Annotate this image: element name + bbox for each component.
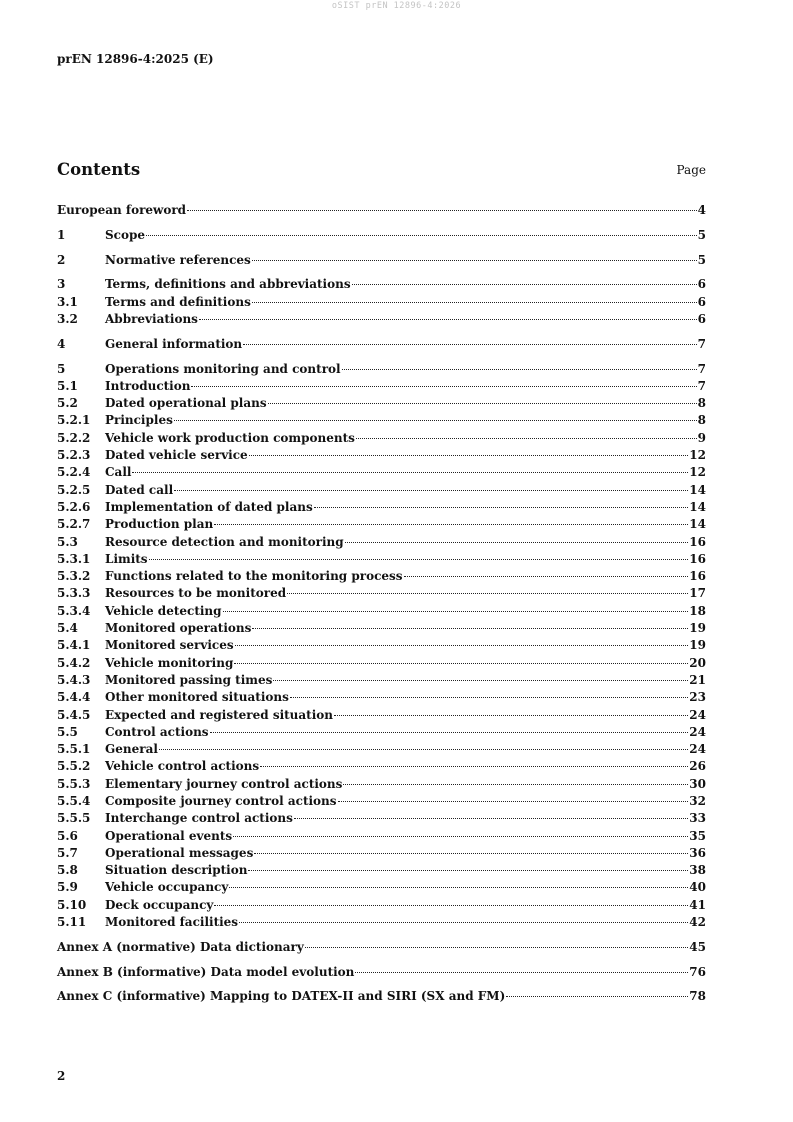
toc-entry-title: Control actions <box>105 724 209 739</box>
dot-leader <box>355 960 688 973</box>
toc-entry[interactable] <box>57 310 706 327</box>
dot-leader <box>234 651 688 664</box>
dot-leader <box>404 564 689 577</box>
toc-entry-title: Terms, definitions and abbreviations <box>105 277 351 292</box>
toc-entry-page: 16 <box>689 569 706 584</box>
toc-entry-page: 6 <box>697 311 706 326</box>
toc-entry-page: 41 <box>689 897 706 912</box>
toc-entry-title: Limits <box>105 551 148 566</box>
dot-leader <box>132 460 688 473</box>
toc-entry-title: Introduction <box>105 378 191 393</box>
toc-entry-number: 5.4.5 <box>57 707 91 722</box>
toc-entry-title: Vehicle occupancy <box>105 880 229 895</box>
toc-entry-title: Dated operational plans <box>105 396 267 411</box>
toc-entry-title: Operational events <box>105 828 233 843</box>
toc-entry-number: 5.2.3 <box>57 448 91 463</box>
dot-leader <box>334 703 688 716</box>
toc-entry-number: 5.4.1 <box>57 638 91 653</box>
toc-entry-number: 5.2.6 <box>57 499 91 514</box>
toc-entry-number: 5.11 <box>57 915 87 930</box>
toc-entry-page: 24 <box>689 724 706 739</box>
dot-leader <box>345 530 689 543</box>
toc-entry-title: European foreword <box>57 203 187 217</box>
toc-entry-number: 5.5.1 <box>57 742 91 757</box>
toc-entry-page: 12 <box>689 465 706 480</box>
toc-entry-title: Dated call <box>105 482 174 497</box>
toc-entry-title: Scope <box>105 227 146 242</box>
toc-entry-page: 14 <box>689 482 706 497</box>
dot-leader <box>187 198 697 211</box>
dot-leader <box>506 984 688 997</box>
toc-entry-title: Situation description <box>105 863 248 878</box>
toc-entry[interactable] <box>57 963 706 980</box>
toc-entry-number: 3.2 <box>57 311 78 326</box>
toc-entry-number: 5.3.1 <box>57 551 91 566</box>
toc-entry-number: 5.2.4 <box>57 465 91 480</box>
toc-entry-title: General <box>105 742 158 757</box>
toc-entry-page: 78 <box>689 989 706 1004</box>
toc-entry-title: Annex B (informative) Data model evolution <box>57 964 355 979</box>
toc-entry-number: 4 <box>57 336 66 351</box>
dot-leader <box>199 307 697 320</box>
dot-leader <box>273 668 688 681</box>
toc-entry[interactable] <box>57 226 706 243</box>
toc-entry-title: Annex A (normative) Data dictionary <box>57 939 304 954</box>
toc-entry-title: Vehicle control actions <box>105 759 260 774</box>
toc-entry-page: 26 <box>689 759 706 774</box>
toc-entry-number: 3 <box>57 277 66 292</box>
toc-entry[interactable] <box>57 251 706 268</box>
toc-entry-page: 8 <box>697 413 706 428</box>
toc-entry-title: Vehicle detecting <box>105 603 222 618</box>
dot-leader <box>342 357 697 370</box>
toc-entry-title: Monitored passing times <box>105 672 273 687</box>
toc-entry-page: 32 <box>689 794 706 808</box>
dot-leader <box>260 754 688 767</box>
toc-entry-page: 21 <box>689 672 706 687</box>
toc-entry-page: 9 <box>697 430 706 445</box>
toc-entry-number: 5.8 <box>57 863 78 878</box>
dot-leader <box>343 772 688 785</box>
toc-entry-number: 5.4 <box>57 621 78 636</box>
toc-entry-title: Terms and definitions <box>105 294 251 309</box>
toc-entry-number: 5.5.3 <box>57 776 91 791</box>
dot-leader <box>174 408 697 421</box>
toc-entry-page: 20 <box>689 655 706 670</box>
toc-entry-number: 1 <box>57 227 66 242</box>
toc-entry-number: 5.4.2 <box>57 655 91 670</box>
toc-entry-title: Deck occupancy <box>105 897 214 912</box>
toc-entry-number: 5.2.5 <box>57 482 91 497</box>
toc-entry-title: Resources to be monitored <box>105 586 287 601</box>
toc-entry-title: Monitored services <box>105 638 234 653</box>
toc-entry-page: 5 <box>697 227 706 242</box>
toc-entry[interactable] <box>57 335 706 352</box>
document-id: prEN 12896-4:2025 (E) <box>57 52 214 66</box>
dot-leader <box>248 858 688 871</box>
toc-entry-page: 17 <box>689 586 706 601</box>
toc-entry-number: 5.3.2 <box>57 569 91 584</box>
toc-entry-number: 5.5.2 <box>57 759 91 774</box>
dot-leader <box>338 789 689 802</box>
toc-entry-page: 8 <box>697 396 706 411</box>
toc-entry-number: 3.1 <box>57 294 78 309</box>
toc-entry-number: 5.7 <box>57 845 78 860</box>
toc-entry-page: 6 <box>697 277 706 292</box>
toc-entry-page: 19 <box>689 638 706 653</box>
toc-entry-title: Operations monitoring and control <box>105 361 341 376</box>
toc-entry-number: 5.2 <box>57 396 78 411</box>
toc-entry-page: 14 <box>689 499 706 514</box>
toc-entry-title: Normative references <box>105 252 251 267</box>
toc-entry-number: 5.3 <box>57 534 78 549</box>
toc-entry-page: 18 <box>689 603 706 618</box>
toc-entry-title: Abbreviations <box>105 311 198 326</box>
toc-entry-number: 5 <box>57 361 66 376</box>
toc-entry-page: 76 <box>689 964 706 979</box>
toc-entry-number: 5.2.2 <box>57 430 91 445</box>
toc-entry-page: 40 <box>689 880 706 895</box>
toc-entry-page: 7 <box>697 378 706 393</box>
dot-leader <box>287 581 688 594</box>
toc-entry-page: 16 <box>689 551 706 566</box>
toc-entry-title: Expected and registered situation <box>105 707 333 722</box>
toc-entry-title: Vehicle work production components <box>105 430 355 445</box>
dot-leader <box>239 910 688 923</box>
toc-entry-page: 7 <box>697 361 706 376</box>
toc-entry-page: 7 <box>697 336 706 351</box>
toc-entry-title: Elementary journey control actions <box>105 776 343 791</box>
toc-entry-number: 5.3.3 <box>57 586 91 601</box>
toc-entry-page: 19 <box>689 621 706 636</box>
toc-entry-title: Monitored facilities <box>105 915 239 930</box>
toc-entry-number: 5.9 <box>57 880 78 895</box>
dot-leader <box>252 248 697 261</box>
dot-leader <box>174 478 688 491</box>
toc-entry-title: Dated vehicle service <box>105 448 248 463</box>
dot-leader <box>294 806 688 819</box>
toc-entry-title: Resource detection and monitoring <box>105 534 344 549</box>
toc-entry[interactable] <box>57 913 706 930</box>
dot-leader <box>223 599 689 612</box>
toc-entry-title: Vehicle monitoring <box>105 655 234 670</box>
watermark: oSIST prEN 12896-4:2026 <box>331 1 462 11</box>
dot-leader <box>249 443 689 456</box>
toc-entry-page: 14 <box>689 517 706 532</box>
dot-leader <box>233 824 688 837</box>
dot-leader <box>305 935 688 948</box>
toc-entry-number: 5.4.4 <box>57 690 91 705</box>
toc-entry-number: 5.2.1 <box>57 413 91 428</box>
toc-entry-title: Other monitored situations <box>105 690 289 705</box>
toc-entry-page: 24 <box>689 707 706 722</box>
toc-entry-title: Production plan <box>105 517 214 532</box>
contents-title: Contents <box>57 160 141 179</box>
toc-entry-number: 2 <box>57 252 66 267</box>
toc-entry-title: General information <box>105 336 243 351</box>
toc-entry[interactable] <box>57 987 706 1004</box>
dot-leader <box>214 512 688 525</box>
toc-entry-page: 30 <box>689 776 706 791</box>
dot-leader <box>268 391 697 404</box>
toc-entry-title: Interchange control actions <box>105 811 293 826</box>
dot-leader <box>254 841 688 854</box>
dot-leader <box>149 547 689 560</box>
toc-entry-number: 5.3.4 <box>57 603 91 618</box>
toc-entry-page: 45 <box>689 939 706 954</box>
toc-entry-title: Annex C (informative) Mapping to DATEX-II and SIRI (SX and FM) <box>57 989 506 1004</box>
toc-entry-title: Call <box>105 465 132 480</box>
toc-entry-page: 5 <box>697 252 706 267</box>
dot-leader <box>314 495 689 508</box>
page-number: 2 <box>57 1069 66 1083</box>
dot-leader <box>290 685 688 698</box>
toc-entry-number: 5.4.3 <box>57 672 91 687</box>
toc-entry-page: 12 <box>689 448 706 463</box>
toc-entry-number: 5.5.5 <box>57 811 91 826</box>
toc-entry[interactable] <box>57 938 706 955</box>
toc-entry-title: Functions related to the monitoring process <box>105 569 403 584</box>
toc-entry-number: 5.1 <box>57 378 78 393</box>
toc-entry-title: Implementation of dated plans <box>105 499 313 514</box>
toc-entry-page: 38 <box>689 863 706 878</box>
toc-entry-number: 5.6 <box>57 828 78 843</box>
toc-entry-page: 6 <box>697 294 706 309</box>
toc-entry-title: Principles <box>105 413 173 428</box>
toc-entry-number: 5.10 <box>57 897 87 912</box>
dot-leader <box>235 633 689 646</box>
page-column-label: Page <box>676 163 706 177</box>
dot-leader <box>146 223 697 236</box>
toc-entry-page: 24 <box>689 742 706 757</box>
table-of-contents <box>57 201 706 1005</box>
dot-leader <box>356 426 697 439</box>
dot-leader <box>210 720 689 733</box>
dot-leader <box>352 272 697 285</box>
toc-entry-title: Operational messages <box>105 845 254 860</box>
toc-entry-page: 35 <box>689 828 706 843</box>
toc-entry-page: 42 <box>689 915 706 930</box>
toc-entry-page: 23 <box>689 690 706 705</box>
toc-entry-title: Composite journey control actions <box>105 794 337 808</box>
dot-leader <box>214 893 688 906</box>
toc-entry[interactable] <box>57 201 706 218</box>
dot-leader <box>159 737 688 750</box>
toc-entry-page: 33 <box>689 811 706 826</box>
dot-leader <box>243 332 696 345</box>
toc-entry-number: 5.2.7 <box>57 517 91 532</box>
toc-entry-title: Monitored operations <box>105 621 252 636</box>
toc-entry-number: 5.5 <box>57 724 78 739</box>
toc-entry-page: 16 <box>689 534 706 549</box>
dot-leader <box>252 616 688 629</box>
dot-leader <box>191 374 696 387</box>
toc-entry-page: 36 <box>689 845 706 860</box>
toc-entry-page: 4 <box>697 203 706 217</box>
dot-leader <box>252 290 697 303</box>
dot-leader <box>229 875 688 888</box>
toc-entry-number: 5.5.4 <box>57 794 91 808</box>
